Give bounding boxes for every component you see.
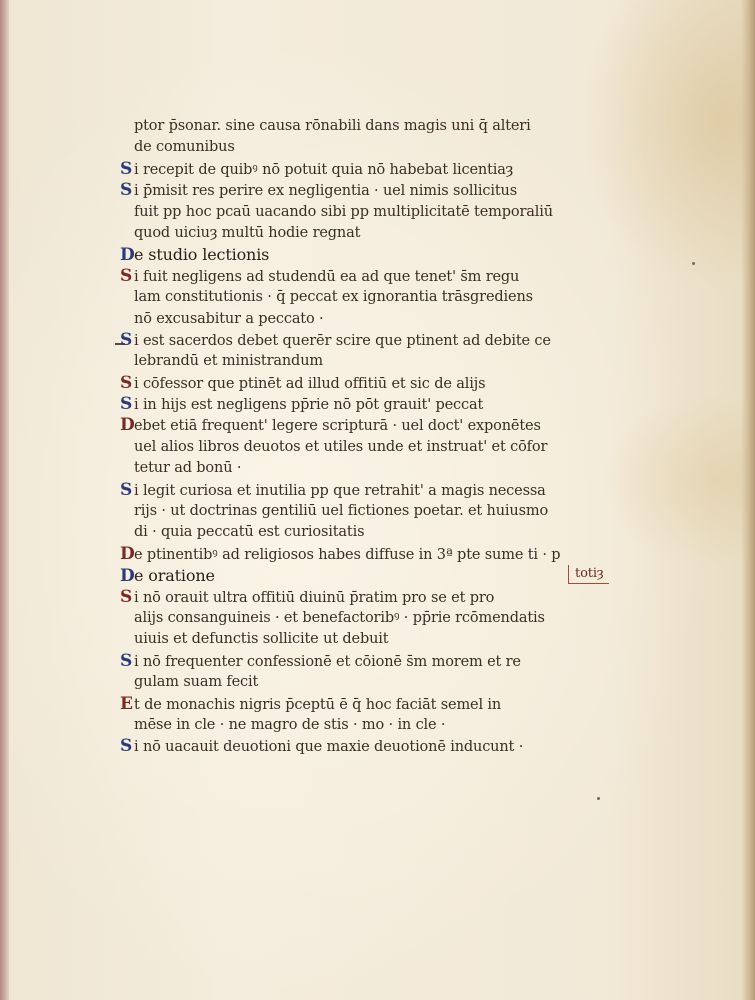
margin-dot <box>692 262 695 265</box>
line-text: i nō frequenter confessionē et cōionē s̄m morem et re <box>134 653 521 670</box>
line-text: rijs · ut doctrinas gentiliū uel fictiones poetar. et huiusmo <box>134 503 549 520</box>
decorated-initial: S <box>120 586 133 607</box>
decorated-initial: S <box>120 329 133 350</box>
line-text: uel alios libros deuotos et utiles unde et instruat' et cōfor <box>134 438 548 455</box>
decorated-initial: S <box>120 479 133 500</box>
line-text: i in hijs est negligens pp̄rie nō pōt grauit' peccat <box>134 397 484 414</box>
decorated-initial: S <box>120 736 133 757</box>
text-line <box>120 309 640 330</box>
text-line <box>120 629 640 650</box>
marginal-note: totiȝ <box>568 565 609 584</box>
text-line <box>120 223 640 244</box>
line-text: fuit pp hoc pcaū uacando sibi pp multiplicitatē temporaliū <box>134 203 553 220</box>
line-text: lebrandū et ministrandum <box>134 353 323 370</box>
line-text: alijs consanguineis · et benefactoribꝰ · pp̄rie rcōmendatis <box>134 609 545 626</box>
decorated-initial: S <box>120 265 133 286</box>
line-text: nō excusabitur a peccato · <box>134 310 324 327</box>
line-text: gulam suam fecit <box>134 674 259 691</box>
line-text: i legit curiosa et inutilia pp que retrahit' a magis necessa <box>134 482 546 499</box>
text-line <box>120 544 640 565</box>
text-line <box>120 373 640 394</box>
section-heading <box>120 565 640 586</box>
text-line <box>120 608 640 629</box>
text-line <box>120 694 640 715</box>
text-line <box>120 458 640 479</box>
decorated-initial: E <box>120 693 133 714</box>
text-line <box>120 522 640 543</box>
text-line <box>120 180 640 201</box>
line-text: de comunibus <box>134 139 235 156</box>
line-text: lam constitutionis · q̄ peccat ex ignorantia trāsgrediens <box>134 289 533 306</box>
text-line <box>120 715 640 736</box>
line-text: i cōfessor que ptinēt ad illud offitiū et sic de alijs <box>134 375 486 392</box>
page-edge-left <box>0 0 9 1000</box>
decorated-initial: S <box>120 158 133 179</box>
decorated-initial: S <box>120 394 133 415</box>
decorated-initial: S <box>120 372 133 393</box>
text-line <box>120 287 640 308</box>
text-line <box>120 415 640 436</box>
text-line <box>120 351 640 372</box>
line-text: ebet etiā frequent' legere scripturā · uel doct' exponētes <box>134 418 541 435</box>
decorated-initial: D <box>120 543 135 564</box>
text-line <box>120 651 640 672</box>
text-line <box>120 394 640 415</box>
line-text: e oratione <box>134 566 215 586</box>
line-text: di · quia peccatū est curiositatis <box>134 524 365 541</box>
text-line <box>120 137 640 158</box>
decorated-initial: D <box>120 415 135 436</box>
text-line <box>120 330 640 351</box>
line-text: i nō orauit ultra offitiū diuinū p̄ratim pro se et pro <box>134 589 495 606</box>
text-block <box>120 116 640 758</box>
text-line <box>120 736 640 757</box>
line-text: e studio lectionis <box>134 245 270 265</box>
line-text: i p̄misit res perire ex negligentia · uel nimis sollicitus <box>134 183 518 200</box>
line-text: i nō uacauit deuotioni que maxie deuotionē inducunt · <box>134 739 524 756</box>
line-text: t de monachis nigris p̄ceptū ē q̄ hoc faciāt semel in <box>134 696 502 713</box>
text-line <box>120 587 640 608</box>
line-text: ptor p̄sonar. sine causa rōnabili dans magis uni q̄ alteri <box>134 118 531 134</box>
decorated-initial: D <box>120 566 135 587</box>
line-text: i recepit de quibꝰ nō potuit quia nō habebat licentiaȝ <box>134 161 514 178</box>
line-text: tetur ad bonū · <box>134 460 242 477</box>
decorated-initial: D <box>120 245 135 266</box>
text-line <box>120 159 640 180</box>
text-line <box>120 202 640 223</box>
line-text: e ptinentibꝰ ad religiosos habes diffuse in 3ª pte sume ti · p <box>134 546 561 563</box>
line-text: quod uiciuȝ multū hodie regnat <box>134 224 361 241</box>
line-text: i fuit negligens ad studendū ea ad que tenet' s̄m regu <box>134 268 520 285</box>
text-line <box>120 116 640 137</box>
text-line <box>120 501 640 522</box>
text-line <box>120 437 640 458</box>
text-line <box>120 480 640 501</box>
page-edge-right <box>741 0 755 1000</box>
text-line <box>120 266 640 287</box>
line-text: uiuis et defunctis sollicite ut debuit <box>134 631 389 648</box>
line-text: i est sacerdos debet querēr scire que ptinent ad debite ce <box>134 332 551 349</box>
decorated-initial: S <box>120 650 133 671</box>
line-text: mēse in cle · ne magro de stis · mo · in cle · <box>134 716 446 733</box>
margin-dot <box>597 797 600 800</box>
text-line <box>120 672 640 693</box>
section-heading <box>120 244 640 265</box>
decorated-initial: S <box>120 180 133 201</box>
